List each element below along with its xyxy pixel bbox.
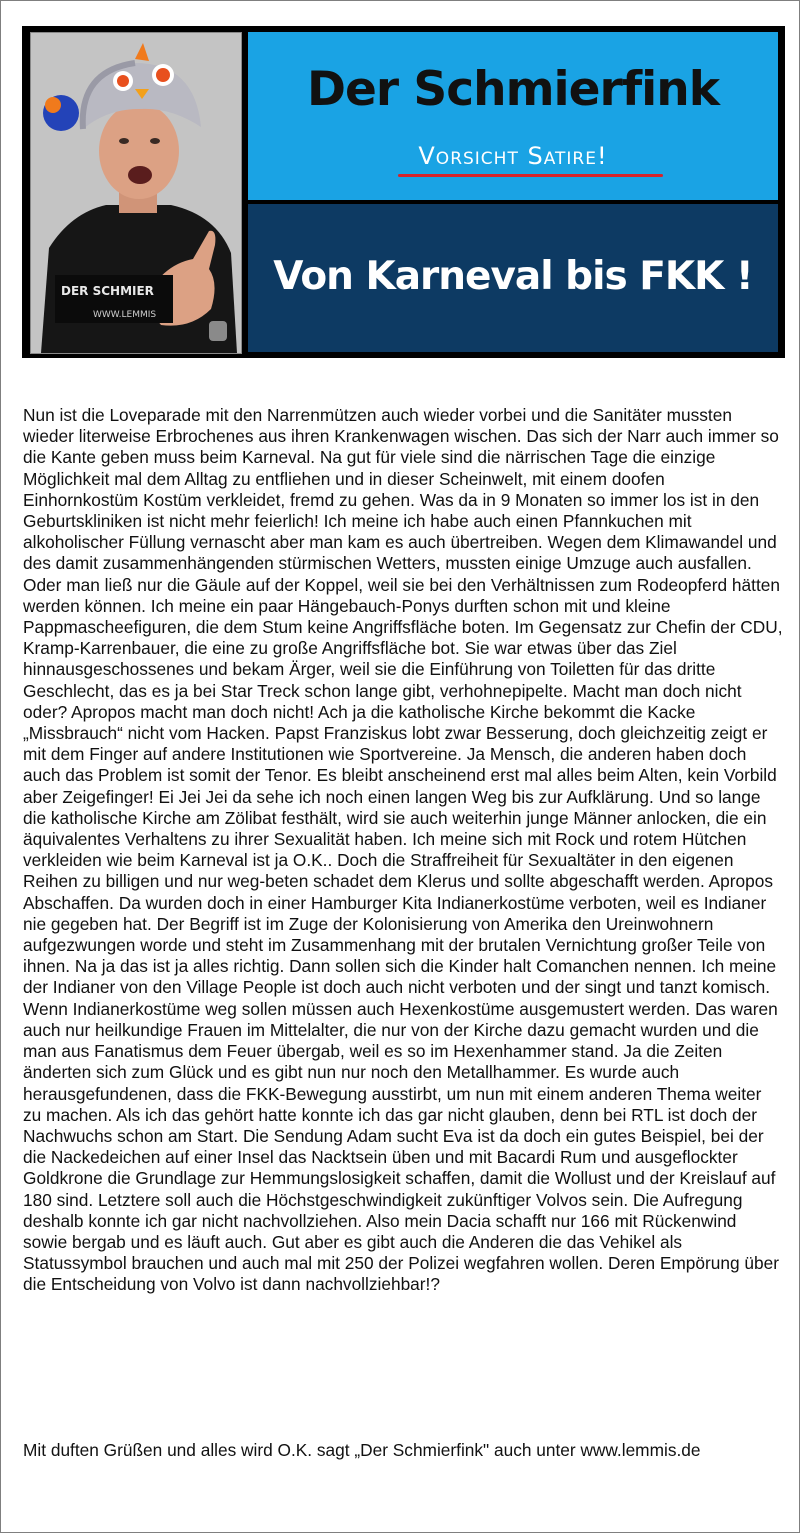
article-headline: Von Karneval bis FKK ! [273, 254, 753, 299]
article-body: Nun ist die Loveparade mit den Narrenmützen auch wieder vorbei und die Sanitäter mussten wieder literweise Erbrochenes aus ihren Krankenwagen wischen. Das sich der Narr auch immer so die Kante geben muss beim Karneval. Na gut für viele sind die närrischen Tage die einzige Möglichkeit mal dem Alltag zu entfliehen und in dieser Scheinwelt, mit einem doofen Einhornkostüm Kostüm verkleidet, fremd zu gehen. Was da in 9 Monaten so immer los ist in den Geburtskliniken ist nicht mehr feierlich! Ich meine ich habe auch einen Pfannkuchen mit alkoholischer Füllung vernascht aber man kam es auch übertreiben. Wegen dem Klimawandel und des damit zusammenhängenden stürmischen Wetters, mussten einige Umzuge auch ausfallen. Oder man ließ nur die Gäule auf der Koppel, weil sie bei den Verhältnissen zum Rodeopferd hätten werden können. Ich meine ein paar Hängebauch-Ponys durften schon mit und kleine Pappmascheefiguren, die dem Stum keine Angriffsfläche boten. Im Gegensatz zur Chefin der CDU, Kramp-Karrenbauer, die eine zu große Angriffsfläche bot. Sie war etwas über das Ziel hinnausgeschossenes und bekam Ärger, weil sie die Einführung von Toiletten für das dritte Geschlecht, das es ja bei Star Treck schon lange gibt, verhohnepipelte. Macht man doch nicht oder? Apropos macht man doch nicht! Ach ja die katholische Kirche bekommt die Kacke „Missbrauch“ nicht vom Hacken. Papst Franziskus lobt zwar Besserung, doch gleichzeitig zeigt er mit dem Finger auf andere Institutionen wie Sportvereine. Ja Mensch, die anderen haben doch auch das Problem ist somit der Tenor. Es bleibt anscheinend erst mal alles beim Alten, kein Vorbild aber Zeigefinger! Ei Jei Jei da sehe ich noch einen langen Weg bis zur Aufklärung. Und so lange die katholische Kirche am Zölibat festhält, wird sie auch weiterhin junge Männer anlocken, die ein äquivalentes Verhaltens zu ihrer Sexualität haben. Ich meine sich mit Rock und rotem Hütchen verkleiden wie beim Karneval ist ja O.K.. Doch die Straffreiheit für Sexualtäter in den eigenen Reihen zu billigen und nur weg-beten schadet dem Klerus und sollte abgeschafft werden. Apropos Abschaffen. Da wurden doch in einer Hamburger Kita Indianerkostüme verboten, weil es Indianer nie gegeben hat. Der Begriff ist im Zuge der Kolonisierung von Amerika den Ureinwohnern aufgezwungen worde und steht im Zusammenhang mit der brutalen Vernichtung großer Teile von ihnen. Na ja das ist ja alles richtig. Dann sollen sich die Kinder halt Comanchen nennen. Ich meine der Indianer von den Village People ist doch auch nicht verboten und der singt und tanzt komisch. Wenn Indianerkostüme weg sollen müssen auch Hexenkostüme ausgemustert werden. Das waren auch nur heilkundige Frauen im Mittelalter, die nur von der Kirche dazu gemacht wurden und die man aus Fanatismus dem Feuer übergab, weil es so im Hexenhammer stand. Ja die Zeiten änderten sich zum Glück und es gibt nun nur noch den Metallhammer. Es wurde auch herausgefundenen, dass die FKK-Bewegung ausstirbt, um nun mit einem anderen Thema weiter zu machen. Als ich das gehört hatte konnte ich das gar nicht glauben, denn bei RTL ist doch der Nachwuchs schon am Start. Die Sendung Adam sucht Eva ist da doch ein gutes Beispiel, bei der die Nackedeichen auf einer Insel das Nacktsein üben und mit Bacardi Rum und ausgeflockter Goldkrone die Grundlage zur Hemmungslosigkeit schaffen, damit die Wollust und der Kreislauf auf 180 sind. Letztere soll auch die Höchstgeschwindigkeit zukünftiger Volvos sein. Die Aufregung deshalb konnte ich gar nicht nachvollziehen. Also mein Dacia schafft nur 166 mit Rückenwind sowie bergab und es läuft auch. Gut aber es gibt auch die Anderen die das Vehikel als Statussymbol brauchen und auch mal mit 250 der Polizei wegfahren wollen. Deren Empörung über die Entscheidung von Volvo ist dann nachvollziehbar!? [23, 405, 783, 1295]
site-title: Der Schmierfink [306, 62, 720, 117]
title-panel [248, 32, 778, 200]
shirt-logo-text: DER SCHMIER [61, 284, 154, 298]
headline-panel [248, 204, 778, 352]
subtitle-underline [398, 174, 663, 177]
shirt-url-text: WWW.LEMMIS [93, 310, 157, 320]
site-subtitle: Vorsicht Satire! [418, 142, 608, 170]
author-illustration [31, 33, 241, 353]
header-banner [22, 26, 785, 358]
author-photo [30, 32, 242, 354]
article-signoff: Mit duften Grüßen und alles wird O.K. sagt „Der Schmierfink" auch unter www.lemmis.de [23, 1440, 701, 1460]
